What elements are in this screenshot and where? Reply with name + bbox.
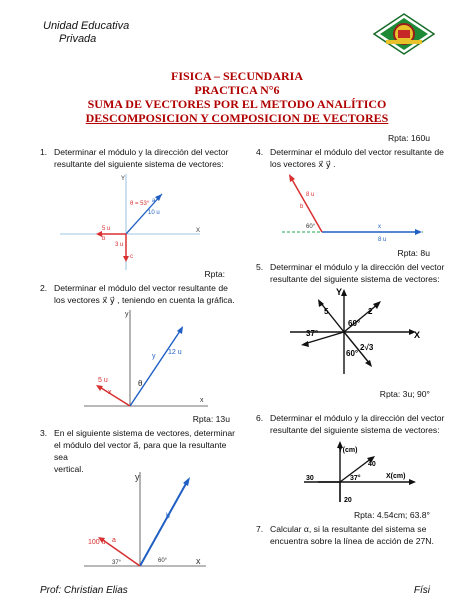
vec-b-label: b <box>300 204 304 210</box>
axis-y-label: y <box>125 311 129 318</box>
school-logo <box>372 12 436 56</box>
vec-10u-label: 10 u <box>148 210 160 216</box>
problem-text: En el siguiente sistema de vectores, determinar <box>54 428 236 438</box>
angle-60-label: 60° <box>158 558 168 564</box>
answer-6: Rpta: 4.54cm; 63.8° <box>353 510 430 520</box>
axis-y-label: Y <box>121 176 126 182</box>
vec-5u-label: 5 u <box>98 377 108 384</box>
axis-y-label: Y <box>336 288 343 297</box>
vec-x-label: x <box>378 224 381 230</box>
problem-number: 3. <box>40 428 48 438</box>
vec-12u-label: 12 u <box>168 349 182 356</box>
problem-text: resultante del siguiente sistema de vectores: <box>270 274 440 284</box>
angle-60b-label: 60° <box>346 349 359 358</box>
answer-4: Rpta: 8u <box>397 248 430 258</box>
problem-3 <box>40 427 240 474</box>
angle-60a-label: 60° <box>348 319 361 328</box>
vec-30-label: 30 <box>306 475 314 482</box>
vec-5-label: 5 <box>324 307 329 316</box>
angle-37-label: 37° <box>112 560 122 566</box>
problem-text: encuentra sobre la línea de acción de 27N. <box>270 536 434 546</box>
problem-number: 4. <box>256 147 264 157</box>
angle-theta-label: θ <box>138 379 143 388</box>
problem-7 <box>256 523 456 551</box>
vec-x-label: x <box>108 389 112 396</box>
problem-text: Determinar el módulo del vector resultante de <box>54 283 228 293</box>
problem-text: resultante del siguiente sistema de vectores: <box>270 425 440 435</box>
vec-20-label: 20 <box>344 497 352 504</box>
problem-text: Determinar el módulo y la dirección del vector <box>54 147 229 157</box>
problem-text: resultante del siguiente sistema de vectores: <box>54 159 224 169</box>
vec-c-label: c <box>130 254 133 260</box>
angle-label: θ = 53° <box>130 201 150 207</box>
answer-top: Rpta: 160u <box>387 133 430 143</box>
problem-number: 6. <box>256 413 264 423</box>
title-subject: FISICA – SECUNDARIA <box>170 69 304 83</box>
vec-b-label: b <box>166 513 170 520</box>
problem-text: vertical. <box>54 464 84 474</box>
vec-5u-label: 5 u <box>102 226 111 232</box>
axis-y-label: y <box>135 472 140 482</box>
problem-text: Determinar el módulo del vector resultante de <box>270 147 444 157</box>
axis-x-label: X <box>196 228 201 234</box>
vec-2-label: 2 <box>368 307 373 316</box>
problem-text: Calcular α, si la resultante del sistema se <box>270 524 427 534</box>
vec-40-label: 40 <box>368 461 376 468</box>
vec-8u-x-label: 8 u <box>378 237 387 243</box>
figure-1 <box>60 172 205 272</box>
axis-x-label: x <box>200 397 204 404</box>
axis-x-label: X(cm) <box>386 473 406 480</box>
axis-x-label: x <box>196 556 201 566</box>
vec-3u-label: 3 u <box>115 242 124 248</box>
axis-x-label: X <box>414 330 421 340</box>
school-line-2: Privada <box>59 33 97 45</box>
angle-37-label: 37° <box>306 329 319 338</box>
problem-text: Determinar el módulo y la dirección del vector <box>270 262 445 272</box>
problem-number: 5. <box>256 262 264 272</box>
school-name <box>43 20 129 46</box>
axis-y-label: Y(cm) <box>338 447 358 454</box>
vec-a-label: a <box>152 198 156 204</box>
problem-number: 2. <box>40 283 48 293</box>
angle-60-label: 60° <box>306 224 316 230</box>
vec-a-label: a <box>112 537 116 544</box>
problem-5 <box>256 261 456 289</box>
answer-5: Rpta: 3u; 90° <box>379 389 430 399</box>
title-practice: PRACTICA N°6 <box>194 83 280 97</box>
school-line-1: Unidad Educativa <box>43 20 130 32</box>
figure-6 <box>300 440 420 506</box>
answer-1: Rpta: <box>204 269 225 279</box>
problem-number: 1. <box>40 147 48 157</box>
vec-8u-label: 8 u <box>306 192 315 198</box>
footer-subject: Físi <box>413 585 430 596</box>
figure-3 <box>80 468 210 572</box>
problem-text: los vectores x⃗ y⃗ , teniendo en cuenta la gráfica. <box>54 295 235 305</box>
vec-2r3-label: 2√3 <box>360 343 374 352</box>
vec-100u-label: 100 u <box>88 539 106 546</box>
title-subtopic: DESCOMPOSICION Y COMPOSICION DE VECTORES <box>85 111 389 125</box>
vec-b-label: b <box>102 236 106 242</box>
figure-2 <box>80 306 210 411</box>
footer-author: Prof: Christian Elias <box>40 585 128 596</box>
vec-y-label: y <box>152 353 156 360</box>
problem-text: Determinar el módulo y la dirección del vector <box>270 413 445 423</box>
problem-number: 7. <box>256 524 264 534</box>
title-topic: SUMA DE VECTORES POR EL METODO ANALÍTICO <box>87 97 387 111</box>
figure-5 <box>284 288 424 378</box>
problem-text: los vectores x⃗ y⃗ . <box>270 159 336 169</box>
answer-2: Rpta: 13u <box>192 414 230 424</box>
problem-text: el módulo del vector a⃗, para que la resultante sea <box>54 440 227 462</box>
angle-37-label: 37° <box>350 475 361 482</box>
problem-6 <box>256 412 456 440</box>
figure-4 <box>278 170 428 246</box>
